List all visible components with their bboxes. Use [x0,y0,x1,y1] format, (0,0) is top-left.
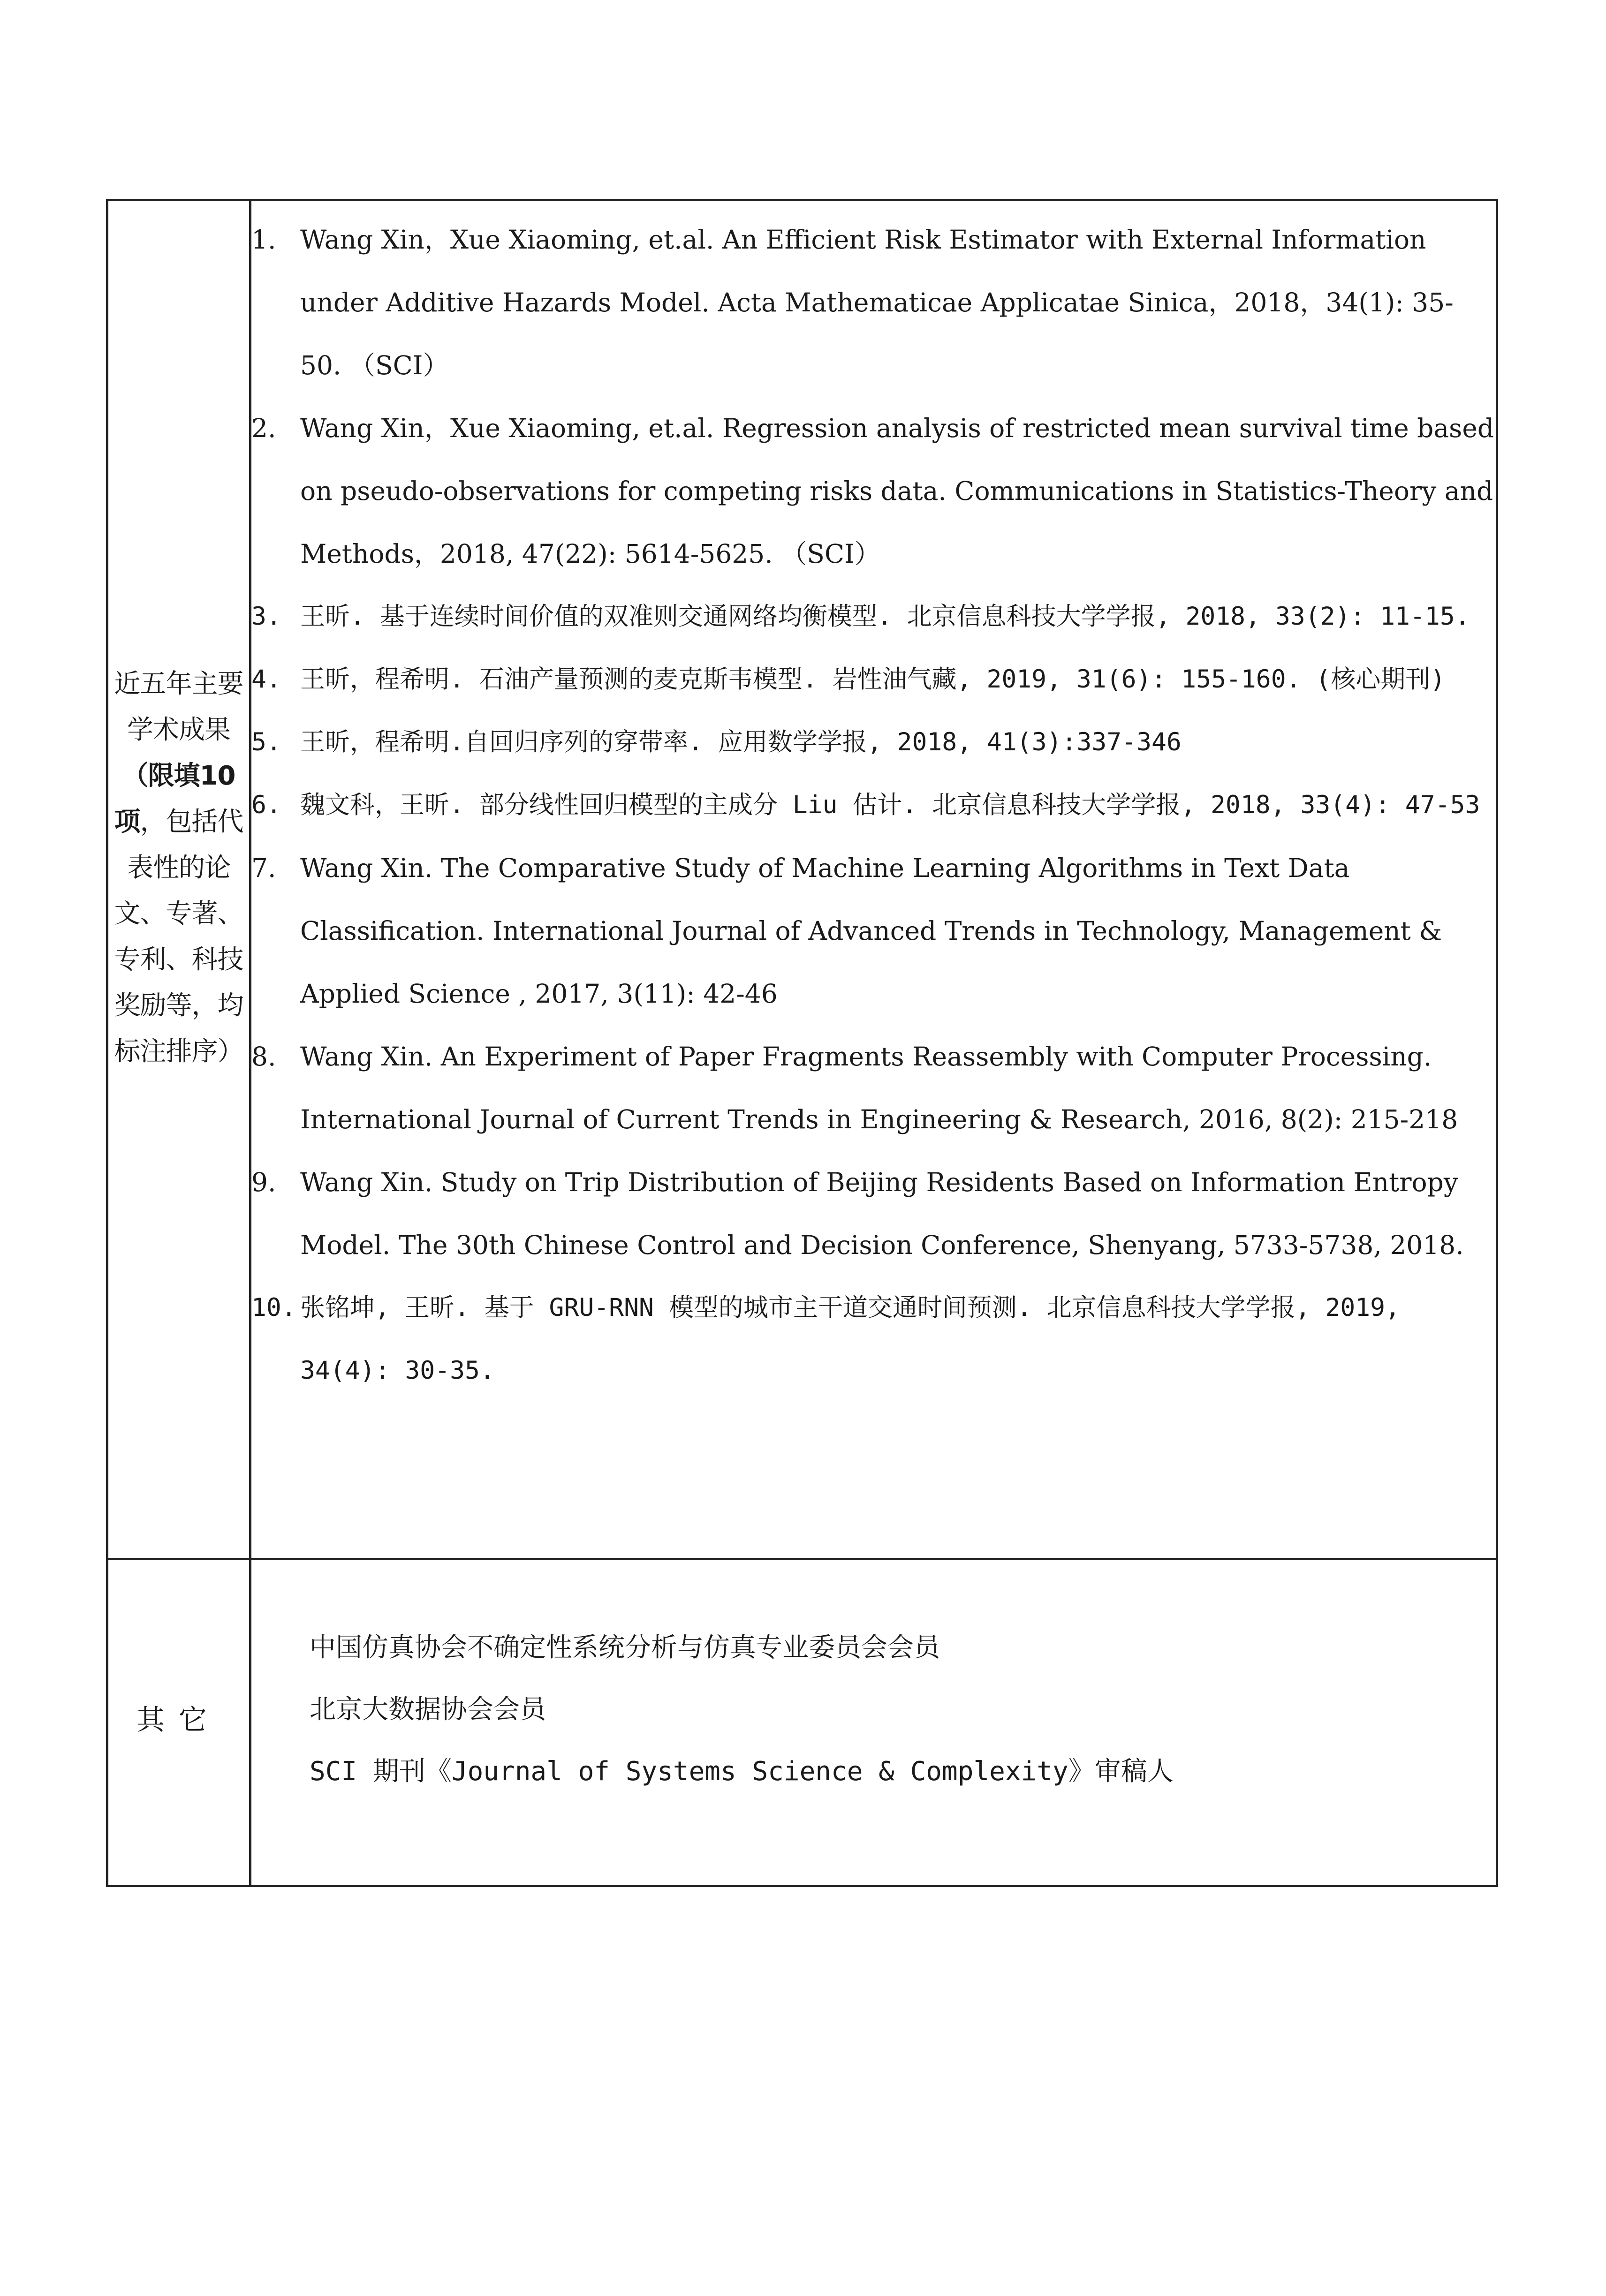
publication-item [251,648,1494,711]
publication-text: Wang Xin. The Comparative Study of Machine Learning Algorithms in Text Data Classification. International Journal of Advanced Trends in Technology, Management & Applied Science , 2017, 3(11): 42-46 [300,853,1442,1009]
other-item: 北京大数据协会会员 [310,1694,546,1725]
publication-text: Wang Xin. An Experiment of Paper Fragments Reassembly with Computer Processing. International Journal of Current Trends in Engineering & Research, 2016, 8(2): 215-218 [300,1042,1458,1134]
publication-text: Wang Xin，Xue Xiaoming, et.al. Regression analysis of restricted mean survival time based on pseudo-observations for competing risks data. Communications in Statistics-Theory and Methods，2018, 47(22): 5614-5625. （SCI） [300,413,1494,569]
publication-number: 6. [251,791,281,819]
publication-text: 魏文科，王昕. 部分线性回归模型的主成分 Liu 估计. 北京信息科技大学学报, 2018, 33(4): 47-53 [300,791,1480,819]
publication-number: 10. [251,1293,296,1322]
other-label: 其它 [136,1704,221,1737]
other-list [310,1617,1482,1803]
publication-item [251,585,1494,648]
publication-number: 2. [251,413,276,443]
publication-item [251,1276,1494,1402]
publication-number: 9. [251,1167,276,1197]
publication-text: 王昕. 基于连续时间价值的双准则交通网络均衡模型. 北京信息科技大学学报, 2018, 33(2): 11-15. [300,602,1470,631]
publication-item [251,837,1494,1025]
publication-text: Wang Xin，Xue Xiaoming, et.al. An Efficient Risk Estimator with External Information under Additive Hazards Model. Acta Mathematicae Applicatae Sinica，2018，34(1): 35-50. （SCI） [300,225,1454,380]
achievements-note-bold: （限填10项 [114,761,235,837]
publication-item [251,711,1494,774]
row-divider [106,1558,1498,1560]
other-item: SCI 期刊《Journal of Systems Science & Complexity》审稿人 [310,1756,1174,1787]
publication-text: 王昕，程希明. 石油产量预测的麦克斯韦模型. 岩性油气藏, 2019, 31(6): 155-160. (核心期刊) [300,665,1446,694]
publication-list [251,208,1494,1402]
publication-text: 王昕，程希明.自回归序列的穿带率. 应用数学学报, 2018, 41(3):337-346 [300,728,1182,756]
publication-item [251,397,1494,585]
publication-text: Wang Xin. Study on Trip Distribution of Beijing Residents Based on Information Entropy Model. The 30th Chinese Control and Decision Conference, Shenyang, 5733-5738, 2018. [300,1167,1464,1260]
publication-item [251,774,1494,837]
publication-item [251,1151,1494,1276]
publication-number: 5. [251,728,281,756]
publication-number: 3. [251,602,281,631]
achievements-note: ，包括代表性的论文、专著、专利、科技奖励等，均标注排序） [114,807,243,1067]
achievements-label: 近五年主要学术成果 [114,669,243,745]
publication-text: 张铭坤, 王昕. 基于 GRU-RNN 模型的城市主干道交通时间预测. 北京信息科技大学学报, 2019, 34(4): 30-35. [300,1293,1400,1385]
publication-number: 8. [251,1042,276,1072]
publication-item [251,208,1494,397]
other-item: 中国仿真协会不确定性系统分析与仿真专业委员会会员 [310,1632,940,1663]
publication-item [251,1025,1494,1151]
publication-number: 7. [251,853,276,883]
achievements-label-cell [107,661,250,1075]
publication-number: 1. [251,225,276,255]
publication-number: 4. [251,665,281,694]
